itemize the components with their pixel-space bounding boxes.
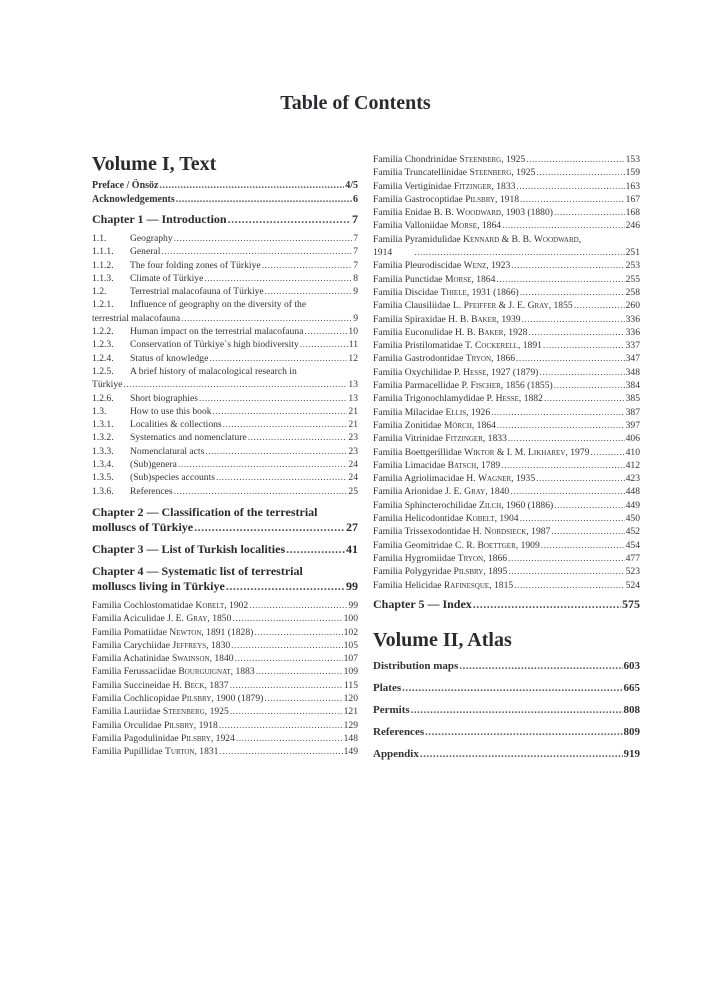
- toc-entry-familia-punctidae[interactable]: Familia Punctidae Morse, 1864 ..... 255: [373, 273, 640, 286]
- atlas-entry-distribution-maps[interactable]: Distribution maps ..... 603: [373, 655, 640, 677]
- toc-entry-familia-parmacellidae-p[interactable]: Familia Parmacellidae P. Fischer, 1856 (1855) ..... 384: [373, 379, 640, 392]
- toc-entry-familia-cochlicopidae[interactable]: Familia Cochlicopidae Pilsbry, 1900 (1879) ..... 120: [92, 692, 358, 705]
- toc-entry-preface-ns-z[interactable]: Preface / Önsöz ..... 4/5: [92, 179, 358, 193]
- toc-entry-chapter-5[interactable]: Chapter 5 — Index ..... 575: [373, 597, 640, 612]
- toc-entry-geography[interactable]: 1.1. Geography ..... 7: [92, 232, 358, 245]
- toc-entry-familia-trigonochlamydidae-p[interactable]: Familia Trigonochlamydidae P. Hesse, 1882 ..... 385: [373, 392, 640, 405]
- toc-entry-short-biographies[interactable]: 1.2.6. Short biographies ..... 13: [92, 392, 358, 405]
- atlas-entry-references[interactable]: References ..... 809: [373, 721, 640, 743]
- families-right-a: [373, 153, 640, 233]
- toc-entry-familia-milacidae[interactable]: Familia Milacidae Ellis, 1926 ..... 387: [373, 406, 640, 419]
- toc-entry-familia-pagodulinidae[interactable]: Familia Pagodulinidae Pilsbry, 1924 ..... 148: [92, 732, 358, 745]
- toc-entry-chapter-2[interactable]: Chapter 2 — Classification of the terrestrial molluscs of Türkiye ..... 27: [92, 505, 358, 535]
- toc-entry-climate-of-t-rkiye[interactable]: 1.1.3. Climate of Türkiye ..... 8: [92, 272, 358, 285]
- toc-entry-nomenclatural-acts[interactable]: 1.3.3. Nomenclatural acts ..... 23: [92, 445, 358, 458]
- toc-entry-familia-enidae-b-b[interactable]: Familia Enidae B. B. Woodward, 1903 (1880) ..... 168: [373, 206, 640, 219]
- toc-entry-sub-genera[interactable]: 1.3.4. (Sub)genera ..... 24: [92, 458, 358, 471]
- toc-entry-familia-helicodontidae[interactable]: Familia Helicodontidae Kobelt, 1904 ..... 450: [373, 512, 640, 525]
- toc-entry-chapter-1[interactable]: Chapter 1 — Introduction ..... 7: [92, 212, 358, 227]
- toc-entry-the-four-folding-zones-of-t-rkiye[interactable]: 1.1.2. The four folding zones of Türkiye ..... 7: [92, 259, 358, 272]
- toc-entry-familia-pristilomatidae-t[interactable]: Familia Pristilomatidae T. Cockerell, 1891 ..... 337: [373, 339, 640, 352]
- atlas-entry-appendix[interactable]: Appendix ..... 919: [373, 743, 640, 765]
- toc-entry-familia-limacidae[interactable]: Familia Limacidae Batsch, 1789 ..... 412: [373, 459, 640, 472]
- chapter-1-sections-c: [92, 392, 358, 498]
- toc-entry-familia-succineidae[interactable]: Familia Succineidae H. Beck, 1837 ..... 115: [92, 679, 358, 692]
- toc-entry-familia-geomitridae-c-r[interactable]: Familia Geomitridae C. R. Boettger, 1909 ..... 454: [373, 539, 640, 552]
- front-matter: [92, 179, 358, 207]
- atlas-entry-plates[interactable]: Plates ..... 665: [373, 677, 640, 699]
- toc-entry-familia-lauriidae[interactable]: Familia Lauriidae Steenberg, 1925 ..... 121: [92, 705, 358, 718]
- toc-entry-sub-species-accounts[interactable]: 1.3.5. (Sub)species accounts ..... 24: [92, 471, 358, 484]
- toc-entry-familia-hygromiidae[interactable]: Familia Hygromiidae Tryon, 1866 ..... 477: [373, 552, 640, 565]
- toc-entry-chapter-3[interactable]: Chapter 3 — List of Turkish localities ..... 41: [92, 542, 358, 557]
- toc-entry-family-pyramidulidae[interactable]: Familia Pyramidulidae Kennard & B. B. Woodward, 1914 ..... 251: [373, 233, 640, 260]
- toc-entry-systematics-and-nomenclature[interactable]: 1.3.2. Systematics and nomenclature ..... 23: [92, 431, 358, 444]
- atlas-entry-permits[interactable]: Permits ..... 808: [373, 699, 640, 721]
- toc-entry-familia-gastrodontidae[interactable]: Familia Gastrodontidae Tryon, 1866 ..... 347: [373, 352, 640, 365]
- toc-entry-references[interactable]: 1.3.6. References ..... 25: [92, 485, 358, 498]
- page-title: Table of Contents: [280, 92, 431, 114]
- toc-entry-familia-boettgerillidae[interactable]: Familia Boettgerillidae Wiktor & I. M. Likharev, 1979 ..... 410: [373, 446, 640, 459]
- toc-entry-familia-spiraxidae-h-b[interactable]: Familia Spiraxidae H. B. Baker, 1939 ..... 336: [373, 313, 640, 326]
- toc-entry-familia-truncatellinidae[interactable]: Familia Truncatellinidae Steenberg, 1925 ..... 159: [373, 166, 640, 179]
- toc-entry-familia-pomatiidae[interactable]: Familia Pomatiidae Newton, 1891 (1828) ..... 102: [92, 626, 358, 639]
- toc-entry-familia-trissexodontidae-h[interactable]: Familia Trissexodontidae H. Nordsieck, 1987 ..... 452: [373, 525, 640, 538]
- toc-left-column: [92, 152, 358, 759]
- toc-entry-human-impact-on-the-terrestrial-malacofauna[interactable]: 1.2.2. Human impact on the terrestrial malacofauna ..... 10: [92, 325, 358, 338]
- toc-entry-familia-gastrocoptidae[interactable]: Familia Gastrocoptidae Pilsbry, 1918 ..... 167: [373, 193, 640, 206]
- toc-entry-familia-ferussaciidae[interactable]: Familia Ferussaciidae Bourguignat, 1883 ..... 109: [92, 665, 358, 678]
- toc-entry-familia-zonitidae[interactable]: Familia Zonitidae Mörch, 1864 ..... 397: [373, 419, 640, 432]
- toc-entry-general[interactable]: 1.1.1. General ..... 7: [92, 245, 358, 258]
- toc-entry-chapter-4[interactable]: Chapter 4 — Systematic list of terrestrial molluscs living in Türkiye ..... 99: [92, 564, 358, 594]
- toc-entry-familia-valloniidae[interactable]: Familia Valloniidae Morse, 1864 ..... 246: [373, 219, 640, 232]
- atlas-items: [373, 655, 640, 765]
- toc-entry-familia-helicidae[interactable]: Familia Helicidae Rafinesque, 1815 ..... 524: [373, 579, 640, 592]
- toc-entry-terrestrial-malacofauna-of-t-rkiye[interactable]: 1.2. Terrestrial malacofauna of Türkiye ..... 9: [92, 285, 358, 298]
- toc-entry-familia-polygyridae[interactable]: Familia Polygyridae Pilsbry, 1895 ..... 523: [373, 565, 640, 578]
- volume-2-section: [373, 628, 640, 765]
- toc-entry-familia-orculidae[interactable]: Familia Orculidae Pilsbry, 1918 ..... 129: [92, 719, 358, 732]
- toc-entry-familia-carychiidae[interactable]: Familia Carychiidae Jeffreys, 1830 ..... 105: [92, 639, 358, 652]
- toc-entry-status-of-knowledge[interactable]: 1.2.4. Status of knowledge ..... 12: [92, 352, 358, 365]
- toc-entry-1-2-1[interactable]: 1.2.1. Influence of geography on the diversity of the terrestrial malacofauna ..... 9: [92, 298, 358, 325]
- toc-entry-acknowledgements[interactable]: Acknowledgements ..... 6: [92, 193, 358, 207]
- volume-1-heading: Volume I, Text: [92, 153, 217, 175]
- toc-entry-familia-aciculidae[interactable]: Familia Aciculidae J. E. Gray, 1850 ..... 100: [92, 612, 358, 625]
- toc-entry-familia-achatinidae[interactable]: Familia Achatinidae Swainson, 1840 ..... 107: [92, 652, 358, 665]
- toc-entry-how-to-use-this-book[interactable]: 1.3. How to use this book ..... 21: [92, 405, 358, 418]
- toc-entry-familia-vitrinidae[interactable]: Familia Vitrinidae Fitzinger, 1833 ..... 406: [373, 432, 640, 445]
- toc-entry-familia-pleurodiscidae[interactable]: Familia Pleurodiscidae Wenz, 1923 ..... 253: [373, 259, 640, 272]
- toc-entry-familia-pupillidae[interactable]: Familia Pupillidae Turton, 1831 ..... 149: [92, 745, 358, 758]
- toc-entry-familia-vertiginidae[interactable]: Familia Vertiginidae Fitzinger, 1833 ..... 163: [373, 180, 640, 193]
- toc-entry-familia-chondrinidae[interactable]: Familia Chondrinidae Steenberg, 1925 ..... 153: [373, 153, 640, 166]
- toc-entry-familia-agriolimacidae-h[interactable]: Familia Agriolimacidae H. Wagner, 1935 ..... 423: [373, 472, 640, 485]
- toc-entry-familia-arionidae-j-e[interactable]: Familia Arionidae J. E. Gray, 1840 ..... 448: [373, 485, 640, 498]
- toc-entry-familia-euconulidae-h-b[interactable]: Familia Euconulidae H. B. Baker, 1928 ..... 336: [373, 326, 640, 339]
- toc-right-column: [373, 153, 640, 765]
- toc-entry-familia-cochlostomatidae[interactable]: Familia Cochlostomatidae Kobelt, 1902 ..... 99: [92, 599, 358, 612]
- toc-entry-familia-discidae[interactable]: Familia Discidae Thiele, 1931 (1866) ..... 258: [373, 286, 640, 299]
- toc-entry-familia-oxychilidae-p[interactable]: Familia Oxychilidae P. Hesse, 1927 (1879) ..... 348: [373, 366, 640, 379]
- families-right-b: [373, 259, 640, 591]
- toc-entry-localities-collections[interactable]: 1.3.1. Localities & collections ..... 21: [92, 418, 358, 431]
- toc-entry-conservation-of-t-rkiye-s-high-biodiversity[interactable]: 1.2.3. Conservation of Türkiye`s high biodiversity ..... 11: [92, 338, 358, 351]
- volume-2-heading: Volume II, Atlas: [373, 628, 512, 651]
- toc-entry-1-2-5[interactable]: 1.2.5. A brief history of malacological research in Türkiye ..... 13: [92, 365, 358, 392]
- families-left: [92, 599, 358, 759]
- chapter-1-sections-b: [92, 325, 358, 365]
- toc-entry-familia-sphincterochilidae[interactable]: Familia Sphincterochilidae Zilch, 1960 (1886) ..... 449: [373, 499, 640, 512]
- chapter-1-sections-a: [92, 232, 358, 298]
- toc-entry-familia-clausiliidae-l[interactable]: Familia Clausiliidae L. Pfeiffer & J. E. Gray, 1855 ..... 260: [373, 299, 640, 312]
